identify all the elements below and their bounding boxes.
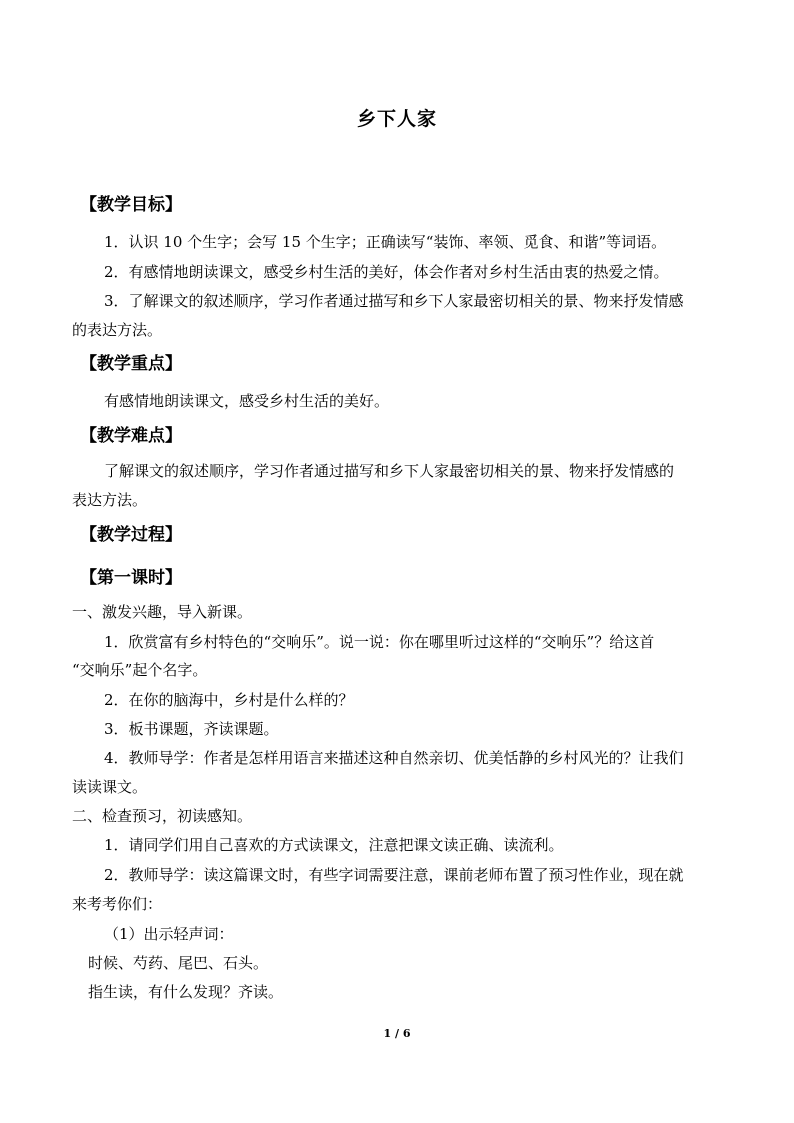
section2-words: 时候、芍药、尾巴、石头。 bbox=[88, 954, 269, 972]
objective-item-2: 2．有感情地朗读课文，感受乡村生活的美好，体会作者对乡村生活由衷的热爱之情。 bbox=[104, 263, 669, 281]
section1-item-4-line-2: 读读课文。 bbox=[72, 778, 148, 796]
key-points-heading: 【教学重点】 bbox=[80, 354, 182, 374]
section1-item-1-line-2: “交响乐”起个名字。 bbox=[72, 661, 208, 679]
section1-item-4-line-1: 4．教师导学：作者是怎样用语言来描述这种自然亲切、优美恬静的乡村风光的？让我们 bbox=[104, 749, 684, 767]
section2-item-2-line-2: 来考考你们： bbox=[72, 895, 163, 913]
process-heading: 【教学过程】 bbox=[80, 525, 182, 545]
section2-instruction: 指生读，有什么发现？齐读。 bbox=[88, 983, 284, 1001]
section1-item-3: 3．板书课题，齐读课题。 bbox=[104, 720, 279, 738]
section2-title: 二、检查预习，初读感知。 bbox=[72, 807, 253, 825]
section2-item-1: 1．请同学们用自己喜欢的方式读课文，注意把课文读正确、读流利。 bbox=[104, 836, 564, 854]
section2-sub-1: （1）出示轻声词： bbox=[104, 925, 234, 943]
section2-item-2-line-1: 2．教师导学：读这篇课文时，有些字词需要注意，课前老师布置了预习性作业，现在就 bbox=[104, 866, 684, 884]
section1-item-2: 2．在你的脑海中，乡村是什么样的？ bbox=[104, 691, 354, 709]
objective-item-1: 1．认识 10 个生字；会写 15 个生字；正确读写“装饰、率领、觅食、和谐”等词语。 bbox=[104, 233, 667, 251]
section1-item-1-line-1: 1．欣赏富有乡村特色的“交响乐”。说一说：你在哪里听过这样的“交响乐”？给这首 bbox=[104, 633, 655, 651]
lesson1-heading: 【第一课时】 bbox=[80, 568, 182, 588]
section1-title: 一、激发兴趣，导入新课。 bbox=[72, 603, 253, 621]
page-number: 1 / 6 bbox=[383, 1027, 411, 1040]
key-points-text: 有感情地朗读课文，感受乡村生活的美好。 bbox=[104, 392, 390, 410]
objectives-heading: 【教学目标】 bbox=[80, 195, 182, 215]
difficulties-line-2: 表达方法。 bbox=[72, 491, 148, 509]
difficulties-heading: 【教学难点】 bbox=[80, 426, 182, 446]
objective-item-3-line-2: 的表达方法。 bbox=[72, 321, 163, 339]
document-title: 乡下人家 bbox=[356, 108, 437, 130]
objective-item-3-line-1: 3．了解课文的叙述顺序，学习作者通过描写和乡下人家最密切相关的景、物来抒发情感 bbox=[104, 292, 684, 310]
difficulties-line-1: 了解课文的叙述顺序，学习作者通过描写和乡下人家最密切相关的景、物来抒发情感的 bbox=[104, 462, 675, 480]
